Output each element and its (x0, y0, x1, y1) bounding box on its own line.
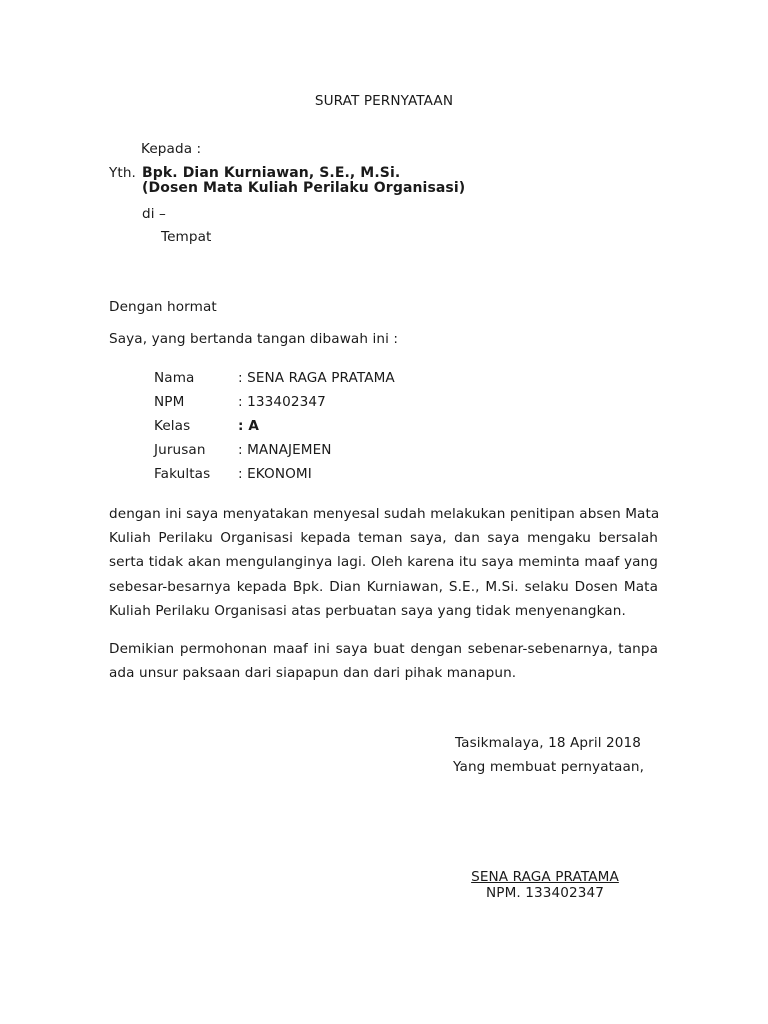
tempat-label: Tempat (161, 229, 212, 245)
field-label: Kelas (154, 418, 191, 434)
signature-block (430, 869, 660, 901)
field-value: : SENA RAGA PRATAMA (238, 370, 395, 386)
field-row-nama (154, 370, 454, 388)
yth-label: Yth. (109, 165, 136, 181)
recipient-role: (Dosen Mata Kuliah Perilaku Organisasi) (142, 180, 466, 196)
place-date: Tasikmalaya, 18 April 2018 (455, 735, 642, 751)
field-value: : 133402347 (238, 394, 326, 410)
field-row-fakultas (154, 466, 454, 484)
statement-paragraph (109, 502, 658, 623)
greeting: Dengan hormat (109, 299, 217, 315)
signer-npm: NPM. 133402347 (486, 885, 604, 901)
maker-label: Yang membuat pernyataan, (453, 759, 645, 775)
kepada-label: Kepada : (141, 141, 202, 157)
signer-name: SENA RAGA PRATAMA (471, 869, 619, 885)
field-row-npm (154, 394, 454, 412)
field-label: Nama (154, 370, 195, 386)
field-value: : MANAJEMEN (238, 442, 332, 458)
paragraph-line: dengan ini saya menyatakan menyesal sudah melakukan penitipan absen Mata (109, 506, 660, 522)
field-value: : A (238, 418, 259, 434)
document-title: SURAT PERNYATAAN (314, 93, 454, 109)
paragraph-line: serta tidak akan mengulanginya lagi. Oleh karena itu saya meminta maaf yang (109, 554, 658, 571)
field-label: Fakultas (154, 466, 211, 482)
field-label: Jurusan (154, 442, 206, 458)
closing-paragraph (109, 637, 658, 685)
field-value: : EKONOMI (238, 466, 312, 482)
recipient-name: Bpk. Dian Kurniawan, S.E., M.Si. (142, 165, 401, 181)
field-row-jurusan (154, 442, 454, 460)
paragraph-line: ada unsur paksaan dari siapapun dan dari pihak manapun. (109, 665, 517, 682)
paragraph-line: sebesar-besarnya kepada Bpk. Dian Kurniawan, S.E., M.Si. selaku Dosen Mata (109, 578, 658, 595)
paragraph-line: Kuliah Perilaku Organisasi kepada teman saya, dan saya mengaku bersalah (109, 530, 658, 547)
paragraph-line: Kuliah Perilaku Organisasi atas perbuatan saya yang tidak menyenangkan. (109, 602, 626, 619)
di-label: di – (142, 206, 166, 222)
intro-text: Saya, yang bertanda tangan dibawah ini : (109, 331, 399, 347)
field-row-kelas (154, 418, 454, 436)
paragraph-line: Demikian permohonan maaf ini saya buat dengan sebenar-sebenarnya, tanpa (109, 641, 658, 657)
field-label: NPM (154, 394, 185, 410)
